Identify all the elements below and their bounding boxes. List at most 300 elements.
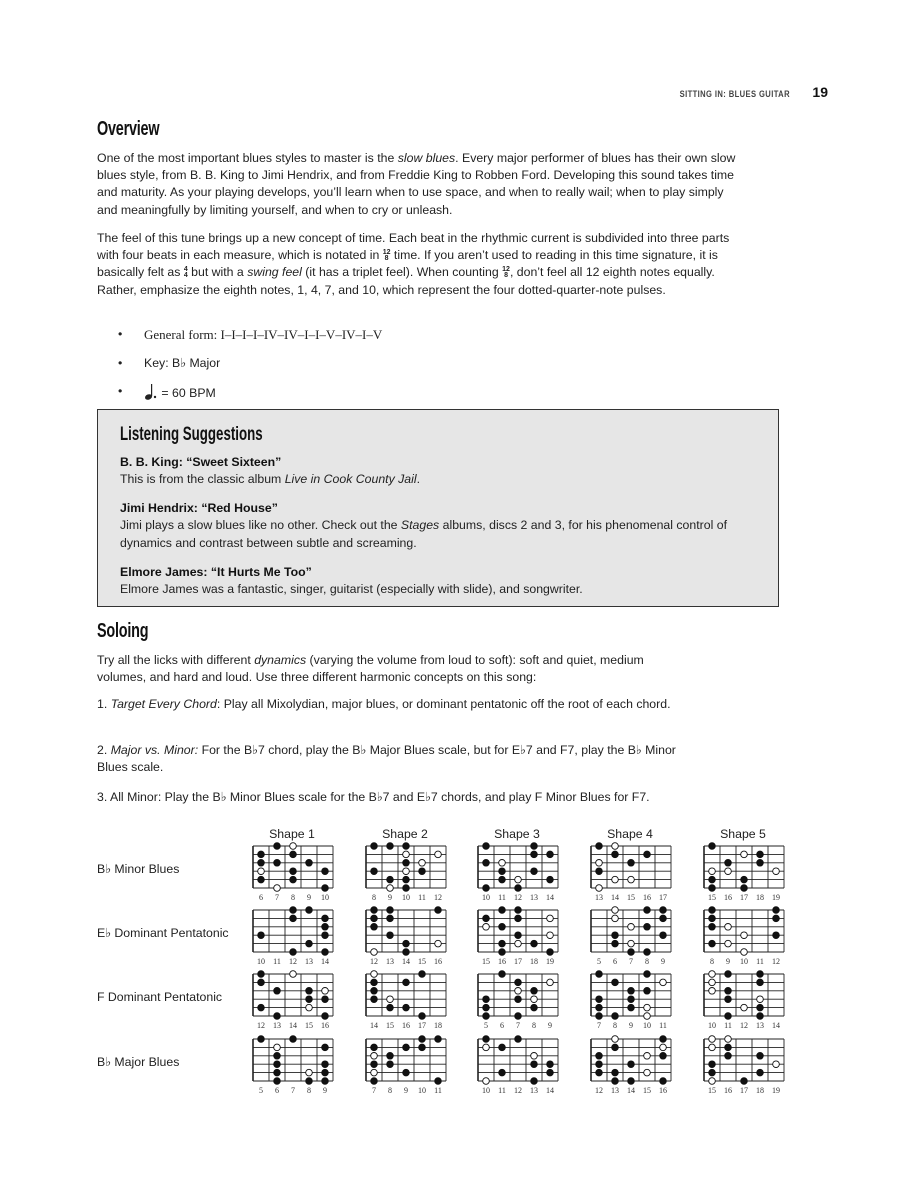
scale-note-dot (258, 860, 265, 867)
fret-number: 13 (756, 1021, 764, 1030)
fret-number: 14 (402, 957, 410, 966)
fret-number: 14 (321, 957, 329, 966)
root-note-dot (596, 860, 603, 867)
emphasis: slow blues (397, 151, 456, 165)
scale-note-dot (258, 971, 265, 978)
scale-note-dot (515, 885, 522, 892)
scale-note-dot (644, 907, 651, 914)
root-note-dot (596, 885, 603, 892)
page-number: 19 (812, 84, 828, 100)
scale-note-dot (403, 940, 410, 947)
root-note-dot (274, 1044, 281, 1051)
root-note-dot (644, 1069, 651, 1076)
emphasis: swing feel (247, 265, 302, 280)
fret-number: 10 (257, 957, 265, 966)
fret-number: 10 (418, 1086, 426, 1095)
fret-number: 16 (643, 893, 651, 902)
concept-name: Major vs. Minor: (110, 743, 199, 757)
scale-note-dot (322, 915, 329, 922)
running-head-title: SITTING IN: BLUES GUITAR (679, 89, 790, 100)
fretboard-diagram (248, 970, 338, 1020)
fret-number: 10 (321, 893, 329, 902)
root-note-dot (403, 851, 410, 858)
overview-paragraph-2 (97, 230, 737, 299)
text: Jimi plays a slow blues like no other. Check out the (120, 518, 401, 532)
fret-number: 9 (629, 1021, 633, 1030)
scale-note-dot (371, 924, 378, 931)
concept-name: Target Every Chord (110, 697, 217, 711)
fretboard-diagram (586, 970, 676, 1020)
root-note-dot (531, 1053, 538, 1060)
fret-number: 8 (645, 957, 649, 966)
scale-note-dot (628, 988, 635, 995)
ts-denominator: 8 (504, 272, 508, 280)
scale-note-dot (644, 988, 651, 995)
scale-note-dot (371, 1044, 378, 1051)
root-note-dot (290, 971, 297, 978)
scale-note-dot (290, 907, 297, 914)
concept-text: For the B♭7 chord, play the B♭ Major Blues scale, but for E♭7 and F7, play the B♭ Minor Blues scale. (97, 743, 676, 775)
scale-note-dot (612, 979, 619, 986)
scale-note-dot (419, 1036, 426, 1043)
root-note-dot (725, 924, 732, 931)
fret-number: 19 (546, 957, 554, 966)
listening-item-title: B. B. King: “Sweet Sixteen” (120, 455, 282, 469)
fret-number: 9 (323, 1086, 327, 1095)
scale-note-dot (387, 1053, 394, 1060)
scale-note-dot (531, 843, 538, 850)
scale-note-dot (306, 860, 313, 867)
fret-number: 16 (321, 1021, 329, 1030)
scale-note-dot (499, 949, 506, 956)
ts-numerator: 12 (382, 249, 391, 257)
scale-note-dot (773, 907, 780, 914)
text: (it has a triplet feel). When counting (301, 265, 503, 280)
fret-number: 14 (546, 1086, 554, 1095)
fret-number: 8 (710, 957, 714, 966)
tempo-text: = 60 BPM (161, 386, 216, 400)
scale-note-dot (387, 876, 394, 883)
scale-note-dot (515, 915, 522, 922)
scale-note-dot (757, 1053, 764, 1060)
fretboard-diagram (699, 906, 789, 956)
scale-note-dot (371, 843, 378, 850)
fret-number: 10 (482, 1086, 490, 1095)
scale-note-dot (483, 1036, 490, 1043)
root-note-dot (387, 996, 394, 1003)
scale-note-dot (660, 1036, 667, 1043)
scale-note-dot (483, 885, 490, 892)
album-title: Live in Cook County Jail (284, 472, 417, 486)
scale-note-dot (757, 860, 764, 867)
fret-number: 6 (275, 1086, 279, 1095)
scale-note-dot (612, 1044, 619, 1051)
scale-note-dot (515, 1036, 522, 1043)
fret-number: 17 (740, 893, 748, 902)
fret-number: 16 (659, 1086, 667, 1095)
root-note-dot (547, 915, 554, 922)
fret-number: 17 (740, 1086, 748, 1095)
scale-note-dot (274, 1013, 281, 1020)
scale-note-dot (306, 996, 313, 1003)
fret-number: 8 (307, 1086, 311, 1095)
scale-note-dot (628, 1004, 635, 1011)
scale-note-dot (757, 971, 764, 978)
fret-number: 11 (724, 1021, 732, 1030)
scale-note-dot (531, 1061, 538, 1068)
text: but with a (187, 265, 248, 280)
fret-number: 8 (613, 1021, 617, 1030)
root-note-dot (741, 932, 748, 939)
fret-number: 6 (259, 893, 263, 902)
fret-number: 13 (386, 957, 394, 966)
concept-item-2 (97, 742, 677, 776)
scale-note-dot (725, 1044, 732, 1051)
fret-number: 10 (643, 1021, 651, 1030)
scale-note-dot (612, 932, 619, 939)
root-note-dot (741, 851, 748, 858)
scale-note-dot (628, 860, 635, 867)
fretboard-diagram (361, 906, 451, 956)
fret-number: 7 (372, 1086, 376, 1095)
list-item (118, 355, 382, 384)
scale-note-dot (644, 851, 651, 858)
root-note-dot (515, 876, 522, 883)
fretboard-diagram (473, 906, 563, 956)
fret-number: 15 (708, 893, 716, 902)
scale-note-dot (371, 1078, 378, 1085)
scale-note-dot (387, 843, 394, 850)
fret-number: 13 (611, 1086, 619, 1095)
scale-note-dot (290, 868, 297, 875)
fret-number: 13 (530, 893, 538, 902)
fret-number: 9 (548, 1021, 552, 1030)
fret-number: 12 (514, 893, 522, 902)
scale-note-dot (644, 924, 651, 931)
scale-note-dot (709, 915, 716, 922)
scale-note-dot (403, 1069, 410, 1076)
fret-number: 18 (756, 1086, 764, 1095)
fret-number: 15 (305, 1021, 313, 1030)
scale-note-dot (515, 932, 522, 939)
scale-note-dot (757, 1004, 764, 1011)
fret-number: 11 (659, 1021, 667, 1030)
root-note-dot (773, 1061, 780, 1068)
fret-number: 7 (291, 1086, 295, 1095)
fretboard-diagram (361, 970, 451, 1020)
scale-note-dot (419, 971, 426, 978)
root-note-dot (435, 940, 442, 947)
fret-number: 9 (388, 893, 392, 902)
listening-heading: Listening Suggestions (120, 424, 263, 445)
root-note-dot (644, 1004, 651, 1011)
scale-note-dot (403, 843, 410, 850)
fretboard-diagram (699, 1035, 789, 1085)
text: Elmore James was a fantastic, singer, guitarist (especially with slide), and songwriter. (120, 582, 583, 596)
fret-number: 10 (402, 893, 410, 902)
scale-note-dot (709, 940, 716, 947)
scale-note-dot (258, 932, 265, 939)
scale-note-dot (612, 1013, 619, 1020)
soloing-intro (97, 652, 657, 686)
listening-item-text (120, 471, 760, 489)
scale-note-dot (725, 971, 732, 978)
root-note-dot (709, 868, 716, 875)
ts-denominator: 4 (183, 272, 188, 280)
scale-note-dot (499, 1044, 506, 1051)
scale-note-dot (725, 996, 732, 1003)
fret-number: 8 (291, 893, 295, 902)
fret-number: 8 (388, 1086, 392, 1095)
fret-number: 12 (289, 957, 297, 966)
listening-item-text (120, 517, 760, 552)
scale-note-dot (322, 932, 329, 939)
root-note-dot (628, 876, 635, 883)
scale-note-dot (628, 1061, 635, 1068)
scale-note-dot (483, 843, 490, 850)
scale-note-dot (612, 1078, 619, 1085)
bullet: • (118, 327, 123, 341)
root-note-dot (628, 940, 635, 947)
scale-note-dot (757, 1013, 764, 1020)
text: (varying the volume from loud to soft): soft and quiet, medium volumes, and hard and loud. Use three different harmonic concepts on this song: (97, 653, 644, 685)
scale-note-dot (725, 988, 732, 995)
scale-row-label: F Dominant Pentatonic (97, 990, 223, 1004)
fret-number: 10 (482, 893, 490, 902)
scale-note-dot (403, 860, 410, 867)
listening-suggestions-box (97, 409, 779, 607)
scale-note-dot (258, 1036, 265, 1043)
scale-note-dot (322, 1044, 329, 1051)
scale-note-dot (757, 851, 764, 858)
shape-header: Shape 2 (382, 827, 428, 841)
fretboard-diagram (586, 842, 676, 892)
scale-note-dot (660, 915, 667, 922)
scale-note-dot (725, 1013, 732, 1020)
scale-note-dot (644, 971, 651, 978)
root-note-dot (499, 860, 506, 867)
scale-note-dot (531, 988, 538, 995)
scale-note-dot (773, 915, 780, 922)
fret-number: 11 (273, 957, 281, 966)
album-title: Stages (400, 518, 440, 532)
scale-note-dot (306, 907, 313, 914)
scale-note-dot (483, 1013, 490, 1020)
root-note-dot (258, 868, 265, 875)
fret-number: 7 (629, 957, 633, 966)
scale-note-dot (274, 988, 281, 995)
fret-number: 17 (418, 1021, 426, 1030)
item-number: 1. (97, 697, 111, 711)
fret-number: 10 (708, 1021, 716, 1030)
fretboard-diagram (586, 906, 676, 956)
concept-item-3 (97, 789, 677, 806)
scale-note-dot (628, 996, 635, 1003)
scale-note-dot (274, 1069, 281, 1076)
concept-item-1 (97, 696, 677, 713)
scale-note-dot (531, 1078, 538, 1085)
root-note-dot (612, 843, 619, 850)
shape-header: Shape 4 (607, 827, 653, 841)
scale-note-dot (499, 868, 506, 875)
scale-note-dot (435, 1036, 442, 1043)
scale-note-dot (322, 996, 329, 1003)
scale-note-dot (596, 1013, 603, 1020)
shape-header: Shape 1 (269, 827, 315, 841)
root-note-dot (371, 949, 378, 956)
fretboard-diagram (248, 1035, 338, 1085)
fretboard-diagram (473, 842, 563, 892)
overview-heading: Overview (97, 118, 160, 140)
root-note-dot (483, 1044, 490, 1051)
fret-number: 16 (434, 957, 442, 966)
scale-note-dot (725, 860, 732, 867)
fret-number: 7 (597, 1021, 601, 1030)
scale-note-dot (531, 1004, 538, 1011)
scale-note-dot (403, 1044, 410, 1051)
item-number: 3. (97, 790, 110, 804)
scale-note-dot (322, 1013, 329, 1020)
bullet: • (118, 384, 123, 398)
scale-note-dot (483, 860, 490, 867)
scale-note-dot (612, 851, 619, 858)
root-note-dot (419, 860, 426, 867)
text: , don’t feel all 12 eighth notes equally. Rather, emphasize the eighth notes, 1, 4, 7, and 10, which represent the four dotted-quarter-note pulses. (97, 265, 715, 297)
scale-note-dot (258, 876, 265, 883)
fret-number: 16 (498, 957, 506, 966)
scale-note-dot (709, 907, 716, 914)
scale-note-dot (596, 996, 603, 1003)
scale-note-dot (596, 843, 603, 850)
scale-note-dot (290, 949, 297, 956)
scale-note-dot (258, 1004, 265, 1011)
fret-number: 11 (418, 893, 426, 902)
scale-note-dot (290, 915, 297, 922)
scale-note-dot (499, 940, 506, 947)
scale-note-dot (274, 843, 281, 850)
scale-note-dot (483, 915, 490, 922)
fretboard-diagram (699, 842, 789, 892)
root-note-dot (612, 907, 619, 914)
scale-note-dot (660, 1053, 667, 1060)
scale-note-dot (628, 949, 635, 956)
fret-number: 15 (627, 893, 635, 902)
scale-note-dot (387, 915, 394, 922)
scale-note-dot (499, 971, 506, 978)
root-note-dot (371, 971, 378, 978)
root-note-dot (660, 1044, 667, 1051)
scale-note-dot (757, 979, 764, 986)
root-note-dot (709, 1036, 716, 1043)
scale-note-dot (725, 1053, 732, 1060)
root-note-dot (515, 940, 522, 947)
bullet: • (118, 355, 123, 370)
fret-number: 12 (257, 1021, 265, 1030)
fretboard-diagram (361, 842, 451, 892)
scale-note-dot (322, 924, 329, 931)
fret-number: 14 (370, 1021, 378, 1030)
scale-note-dot (371, 868, 378, 875)
scale-note-dot (322, 868, 329, 875)
scale-note-dot (499, 876, 506, 883)
root-note-dot (515, 988, 522, 995)
list-item (118, 383, 382, 412)
scale-note-dot (322, 1061, 329, 1068)
text: time. If you aren’t used to reading in this time signature, it is basically felt as (97, 248, 718, 280)
scale-note-dot (322, 949, 329, 956)
scale-row-label: B♭ Major Blues (97, 1055, 180, 1069)
fret-number: 18 (530, 957, 538, 966)
root-note-dot (709, 971, 716, 978)
running-head (652, 84, 828, 102)
scale-note-dot (596, 1053, 603, 1060)
fret-number: 12 (370, 957, 378, 966)
scale-note-dot (531, 868, 538, 875)
scale-note-dot (515, 996, 522, 1003)
scale-note-dot (547, 851, 554, 858)
scale-note-dot (274, 1061, 281, 1068)
root-note-dot (725, 868, 732, 875)
scale-note-dot (547, 1061, 554, 1068)
concept-text: : Play all Mixolydian, major blues, or dominant pentatonic off the root of each chord. (216, 697, 671, 711)
fret-number: 12 (772, 957, 780, 966)
scale-note-dot (499, 924, 506, 931)
scale-note-dot (419, 1013, 426, 1020)
root-note-dot (371, 1053, 378, 1060)
key-text: Key: B♭ Major (144, 355, 221, 370)
scale-note-dot (306, 1078, 313, 1085)
root-note-dot (483, 924, 490, 931)
scale-note-dot (419, 1044, 426, 1051)
scale-note-dot (403, 979, 410, 986)
root-note-dot (725, 1036, 732, 1043)
scale-note-dot (547, 949, 554, 956)
scale-note-dot (274, 1053, 281, 1060)
scale-note-dot (371, 988, 378, 995)
fretboard-diagram (361, 1035, 451, 1085)
scale-note-dot (403, 885, 410, 892)
fret-number: 6 (500, 1021, 504, 1030)
scale-note-dot (435, 907, 442, 914)
fretboard-diagram (248, 842, 338, 892)
scale-note-dot (387, 932, 394, 939)
fret-number: 9 (661, 957, 665, 966)
root-note-dot (725, 940, 732, 947)
scale-note-dot (435, 1078, 442, 1085)
fret-number: 12 (740, 1021, 748, 1030)
song-facts-list (118, 326, 382, 412)
root-note-dot (371, 1069, 378, 1076)
fretboard-diagram (699, 970, 789, 1020)
text: . Every major performer of blues has their own slow blues style, from B. B. King to Jimi Hendrix, and from Freddie King to Robben Ford. Developing this sound takes time and maturity. As your playing develops, you’ll learn when to use space, and when to really wail; when to play simply and meaningfully by limiting yourself, and when to cry or unleash. (97, 151, 736, 217)
root-note-dot (709, 1078, 716, 1085)
fret-number: 15 (643, 1086, 651, 1095)
fret-number: 18 (434, 1021, 442, 1030)
scale-note-dot (290, 851, 297, 858)
root-note-dot (741, 1004, 748, 1011)
scale-note-dot (322, 1069, 329, 1076)
fret-number: 19 (772, 893, 780, 902)
time-signature-12-8 (502, 267, 510, 279)
scale-note-dot (612, 940, 619, 947)
fret-number: 16 (724, 893, 732, 902)
root-note-dot (612, 915, 619, 922)
scale-note-dot (709, 924, 716, 931)
text: One of the most important blues styles to master is the (97, 151, 398, 165)
scale-note-dot (741, 1078, 748, 1085)
scale-note-dot (371, 979, 378, 986)
root-note-dot (612, 876, 619, 883)
